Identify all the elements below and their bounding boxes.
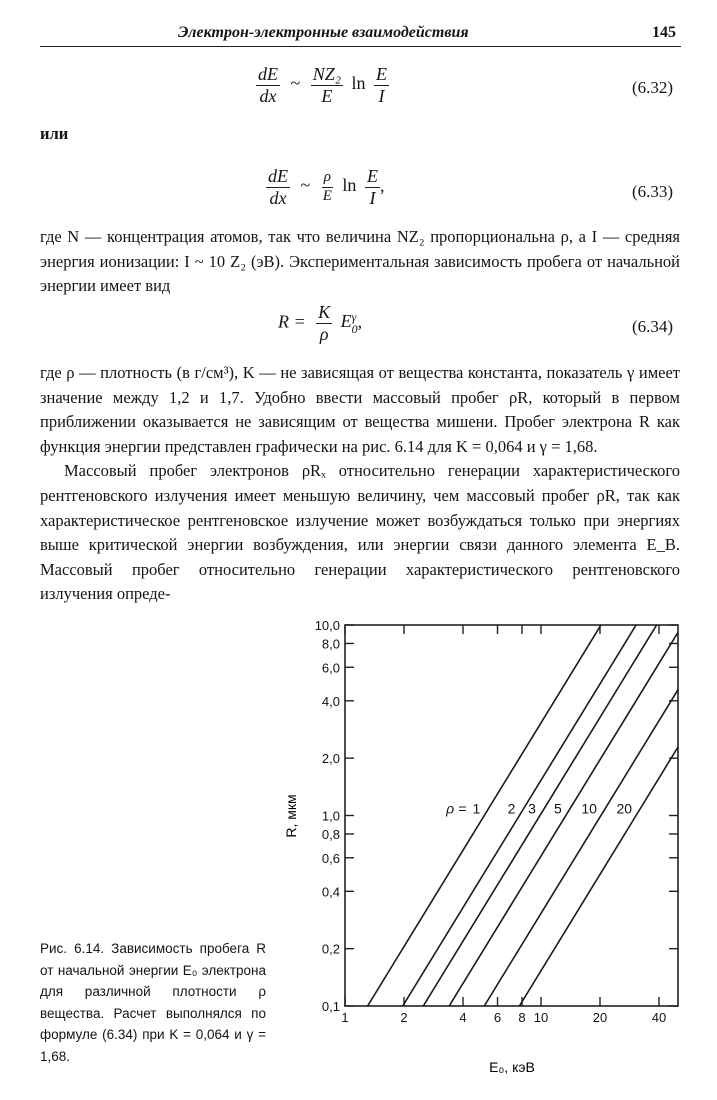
eq634-den: ρ (319, 323, 329, 344)
eq632-arg-den: I (378, 85, 385, 106)
eq632-rel: ~ (290, 73, 301, 94)
eq632-lhs-den: dx (259, 85, 277, 106)
eq633-arg-num: E (366, 166, 378, 186)
equation-6-33 (266, 166, 384, 208)
series-line-rho-2 (403, 610, 650, 1006)
eq633-rhs-num: ρ (322, 169, 333, 187)
connector-word: или (40, 124, 69, 143)
y-tick-label: 6,0 (321, 660, 340, 676)
eq634-sup: γ (351, 310, 357, 325)
x-tick-label: 8 (518, 1010, 526, 1025)
y-tick-label: 0,8 (321, 826, 340, 842)
legend-label-rho-2: 2 (507, 800, 516, 817)
series-line-rho-5 (449, 610, 690, 1006)
paragraph-1-text: где N — концентрация атомов, так что величина NZ₂ пропорциональна ρ, а I — средняя энергия ионизации: I ~ 10 Z₂ (эВ). Экспериментальная зависимость пробега от начальной энергии имеет вид (40, 227, 680, 296)
paragraph-2-text: где ρ — плотность (в г/см³), K — не зависящая от вещества константа, показатель γ имеет значение между 1,2 и 1,7. Удобно ввести массовый пробег ρR, который в первом приближении оказывается не зависящим от вещества мишени. Пробег электрона R как функция энергии представлен графически на рис. 6.14 для K = 0,064 и γ = 1,68. (40, 363, 680, 456)
y-axis-label: R, мкм (283, 794, 299, 838)
eq634-base: E (340, 311, 352, 332)
x-tick-label: 40 (651, 1010, 667, 1025)
equation-number-6-33: (6.33) (632, 182, 674, 201)
paragraph-2 (40, 361, 680, 607)
page-number: 145 (652, 24, 676, 41)
x-axis-ticks (341, 625, 666, 1025)
y-tick-label: 4,0 (321, 693, 340, 709)
eq633-arg-den: I (369, 187, 376, 208)
running-header-title: Электрон-электронные взаимодействия (178, 24, 469, 41)
eq634-sub: 0 (351, 322, 358, 337)
y-tick-label: 0,1 (321, 999, 340, 1014)
legend-label-rho-20: 20 (616, 800, 633, 817)
legend-label-rho-10: 10 (581, 800, 597, 817)
x-tick-label: 20 (592, 1010, 608, 1025)
figure-caption-text: Рис. 6.14. Зависимость пробега R от начальной энергии E₀ электрона для различной плотности ρ вещества. Расчет выполнялся по формуле (6.34) при K = 0,064 и γ = 1,68. (40, 941, 266, 1064)
paragraph-1 (40, 225, 680, 299)
y-tick-label: 10,0 (314, 618, 340, 633)
series-line-rho-1 (368, 610, 615, 1006)
eq632-rhs-den: E (321, 85, 333, 106)
header-rule (40, 46, 681, 47)
equation-number-6-34: (6.34) (632, 317, 674, 336)
eq633-lhs-den: dx (269, 187, 287, 208)
eq634-lhs: R = (278, 311, 306, 332)
eq634-num: K (318, 302, 331, 322)
x-axis-label: E₀, кэВ (489, 1059, 535, 1075)
legend-label-rho-5: 5 (554, 800, 562, 817)
y-tick-label: 0,6 (321, 850, 340, 866)
figure-caption (40, 938, 266, 1067)
legend-label-rho-1: 1 (472, 800, 481, 817)
x-tick-label: 10 (533, 1010, 549, 1025)
y-tick-label: 2,0 (321, 751, 340, 767)
figure-6-14-chart (270, 610, 690, 1090)
equation-6-34 (278, 302, 362, 344)
legend-label-rho-3: 3 (528, 800, 536, 817)
legend (445, 801, 632, 817)
eq632-arg-num: E (376, 64, 388, 84)
equation-6-32 (256, 64, 389, 106)
x-tick-label: 6 (493, 1010, 502, 1025)
y-tick-label: 0,4 (321, 884, 340, 900)
eq632-ln: ln (351, 73, 366, 94)
eq632-lhs-num: dE (258, 64, 278, 84)
equation-number-6-32: (6.32) (632, 78, 674, 97)
x-tick-label: 2 (400, 1010, 408, 1025)
x-tick-label: 4 (459, 1010, 467, 1025)
eq633-trail: , (379, 175, 385, 196)
eq633-rel: ~ (300, 175, 311, 196)
y-tick-label: 0,2 (321, 941, 340, 957)
y-tick-label: 8,0 (321, 636, 340, 652)
paragraph-3-text: Массовый пробег электронов ρRₓ относительно генерации характеристического рентгеновского излучения имеет меньшую величину, чем массовый пробег ρR, так как характеристическое рентгеновское излучение может возбуждаться только при энергиях выше критической энергии возбуждения, или энергии связи данного элемента E_B. Массовый пробег относительно генерации характеристического рентгеновского излучения опреде- (40, 461, 680, 604)
eq632-rhs-num: NZ₂ (312, 64, 342, 84)
eq634-trail: , (357, 311, 363, 332)
eq633-ln: ln (342, 175, 357, 196)
eq633-lhs-num: dE (268, 166, 288, 186)
y-tick-label: 1,0 (321, 808, 340, 824)
legend-prefix: ρ = (446, 800, 467, 817)
x-tick-label: 1 (341, 1010, 349, 1025)
eq633-rhs-den: E (322, 187, 332, 204)
